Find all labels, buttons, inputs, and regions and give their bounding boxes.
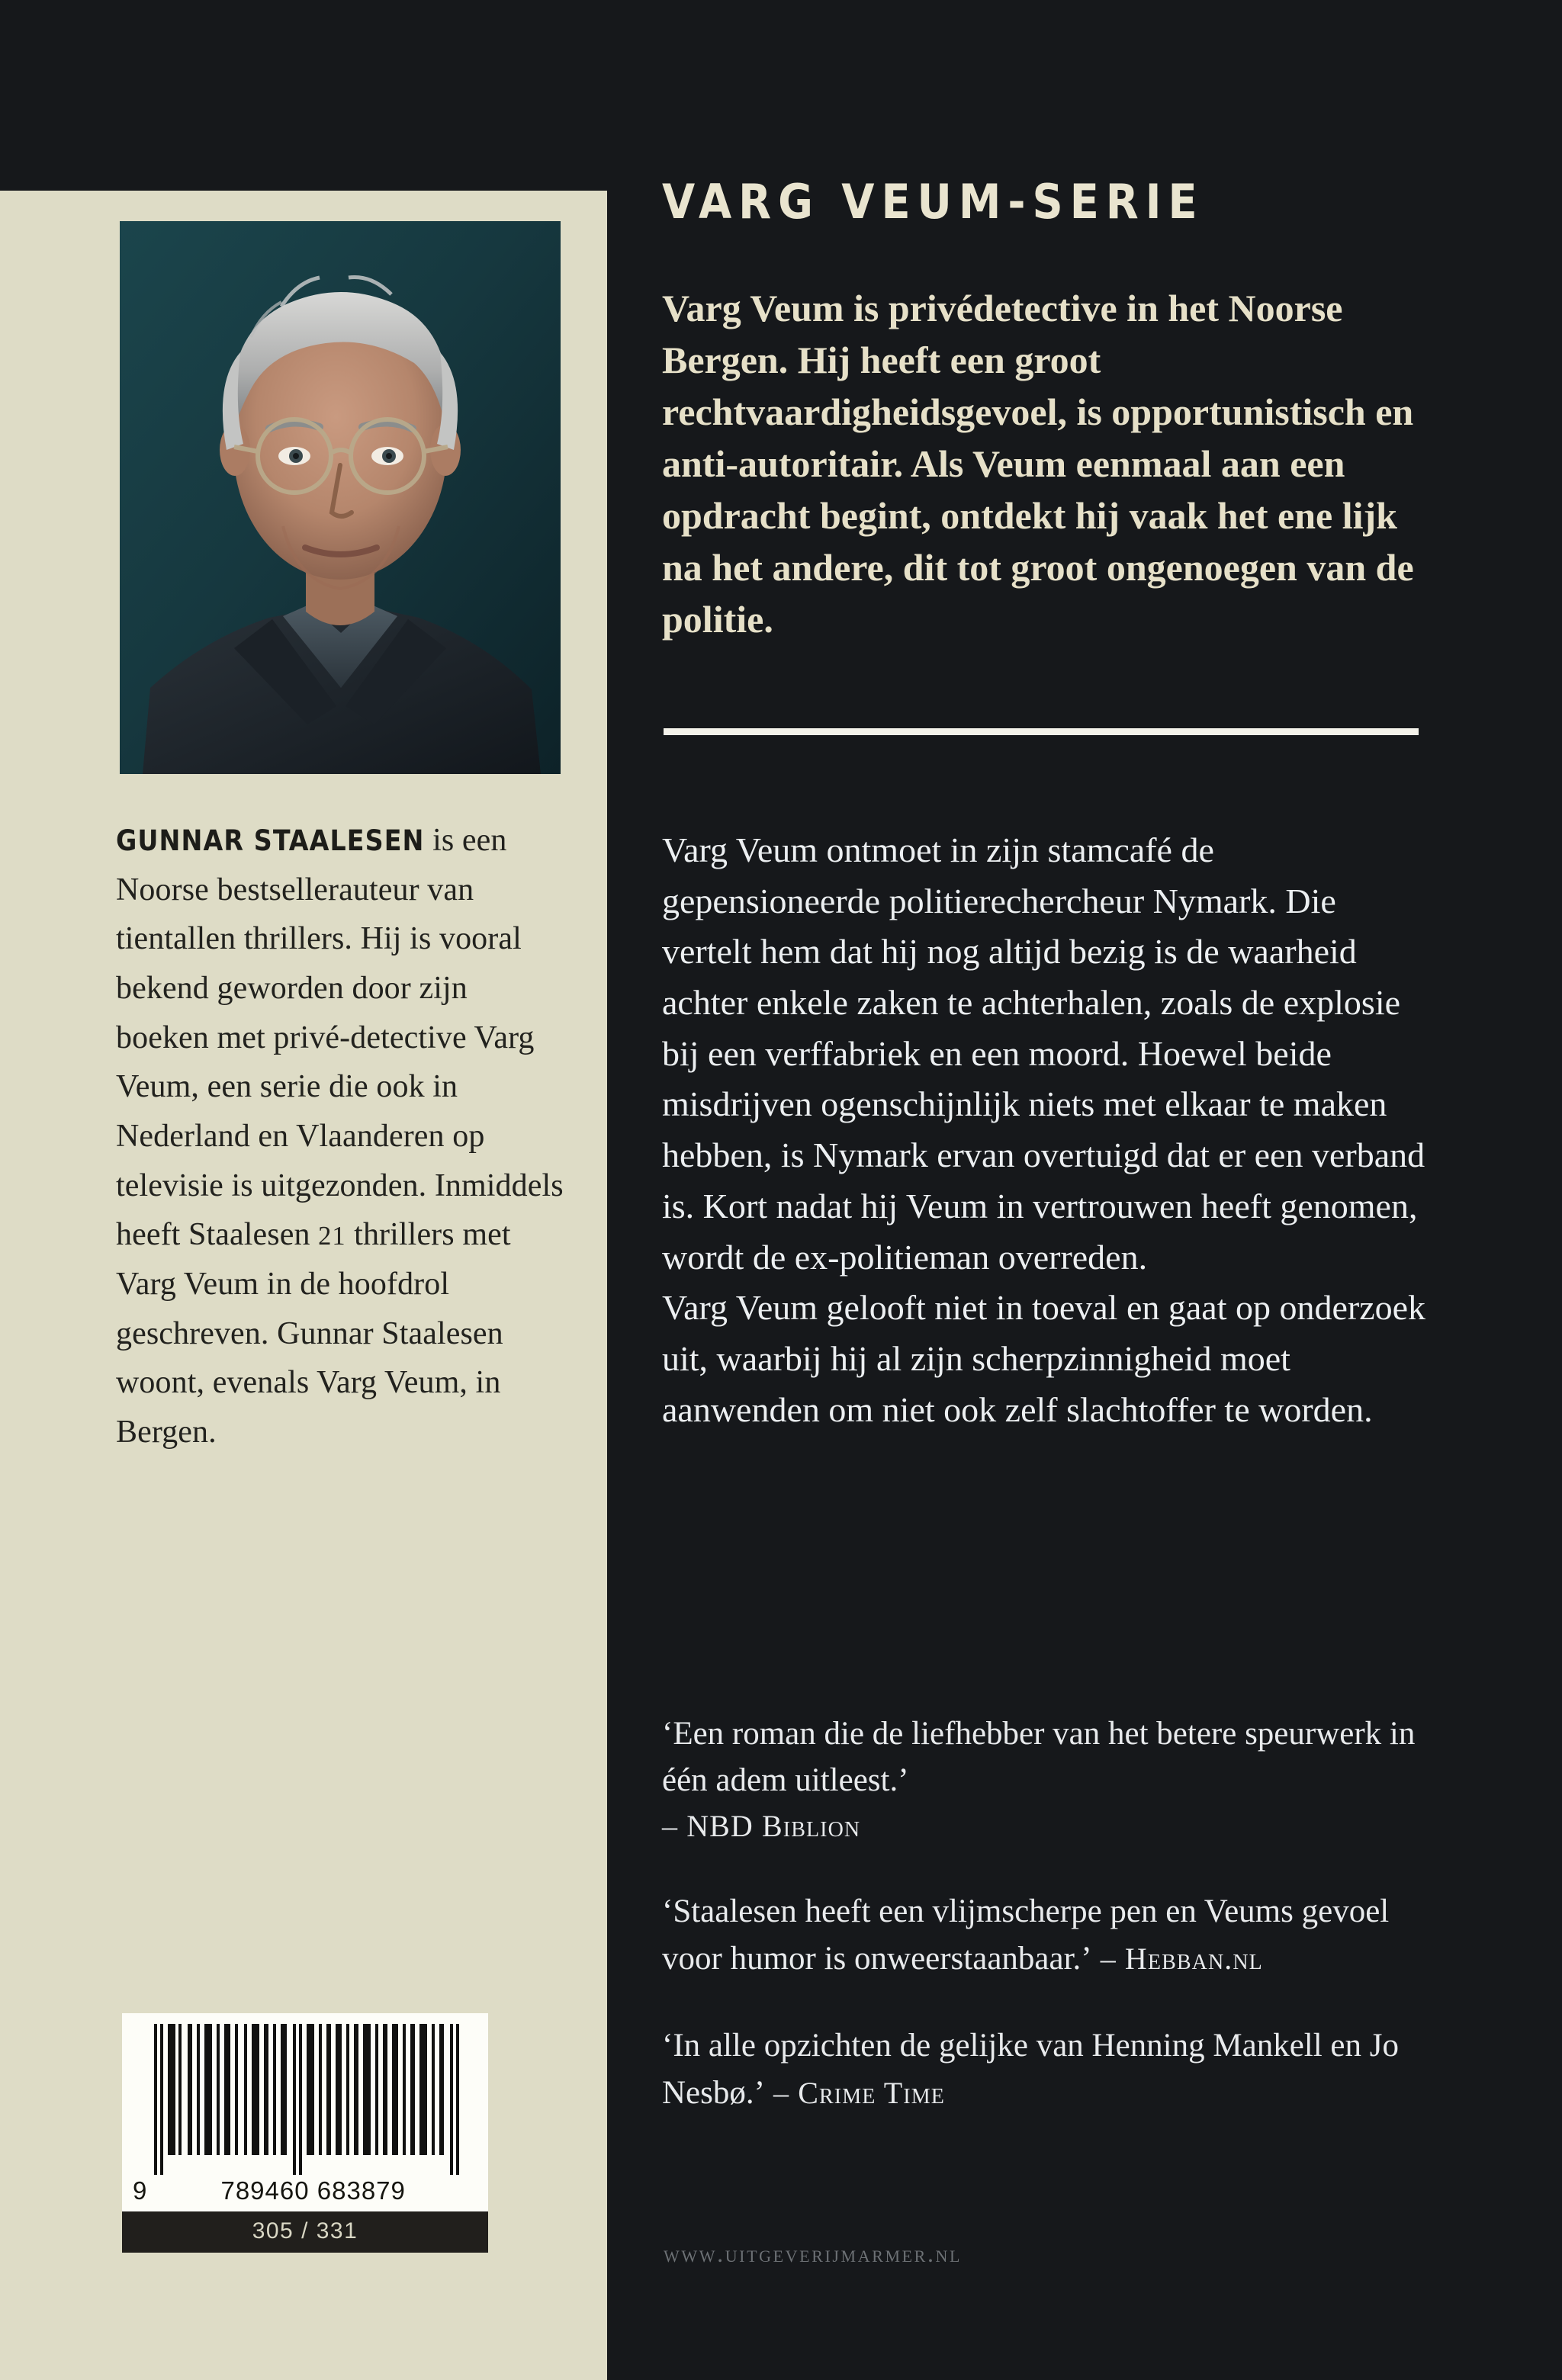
author-portrait-photo [120,221,561,774]
review-quote-text: ‘Staalesen heeft een vlijmscherpe pen en Veums gevoel voor humor is onweerstaanbaar.’ [662,1893,1390,1977]
synopsis-paragraph-1: Varg Veum ontmoet in zijn stamcafé de gepensioneerde politierechercheur Nymark. Die vertelt hem dat hij nog altijd bezig is de waarheid achter enkele zaken te achterhalen, zoals de explosie bij een verffabriek en een moord. Hoewel beide misdrijven ogenschijnlijk niets met elkaar te maken hebben, is Nymark ervan overtuigd dat er een verband is. Kort nadat hij Veum in vertrouwen heeft genomen, wordt de ex-politieman overreden. [662,830,1425,1277]
review-quote [662,1710,1432,1848]
review-quote-source: – Hebban.nl [1091,1941,1263,1976]
series-intro-paragraph: Varg Veum is privédetective in het Noorse Bergen. Hij heeft een groot rechtvaardigheidsgevoel, is opportunistisch en anti-autoritair. Als Veum eenmaal aan een opdracht begint, ontdekt hij vaak het ene lijk na het andere, dit tot groot ongenoegen van de politie. [662,287,1414,641]
review-quote-source: – Crime Time [764,2075,945,2110]
author-book-count: 21 [318,1222,346,1251]
review-quote [662,1888,1432,1982]
page-indicator: 305 / 331 [122,2211,488,2253]
author-bio-text-part2: thrillers met Varg Veum in de hoofdrol geschreven. Gunnar Staalesen woont, evenals Varg Veum, in Bergen. [116,1217,511,1450]
synopsis [662,825,1432,1435]
right-content-column [662,0,1493,2380]
review-quote-text: ‘In alle opzichten de gelijke van Henning Mankell en Jo Nesbø.’ [662,2028,1399,2111]
portrait-illustration [120,221,561,774]
author-bio [116,816,566,1457]
ean13-barcode [131,2024,479,2175]
review-quote-source: – NBD Biblion [662,1808,861,1843]
synopsis-paragraph-2: Varg Veum gelooft niet in toeval en gaat op onderzoek uit, waarbij hij al zijn scherpzinnigheid moet aanwenden om niet ook zelf slachtoffer te worden. [662,1288,1426,1429]
review-quote [662,2022,1432,2116]
author-bio-text-part1: is een Noorse bestsellerauteur van tientallen thrillers. Hij is vooral bekend geworden door zijn boeken met privé-detective Varg Veum, een serie die ook in Nederland en Vlaanderen op televisie is uitgezonden. Inmiddels heeft Staalesen [116,823,564,1253]
review-quotes [662,1710,1432,2157]
section-divider-rule [664,728,1419,735]
publisher-website-url: www.uitgeverijmarmer.nl [664,2240,963,2267]
series-heading: VARG VEUM-SERIE [662,174,1204,230]
review-quote-text: ‘Een roman die de liefhebber van het betere speurwerk in één adem uitleest.’ [662,1716,1416,1799]
author-name: GUNNAR STAALESEN [116,824,425,857]
barcode-number [131,2175,479,2208]
barcode-block [122,2013,488,2253]
left-cream-panel [0,191,607,2380]
barcode-area [122,2013,488,2211]
barcode-lead-digit: 9 [133,2176,148,2205]
barcode-main-digits: 789460 683879 [220,2176,406,2205]
